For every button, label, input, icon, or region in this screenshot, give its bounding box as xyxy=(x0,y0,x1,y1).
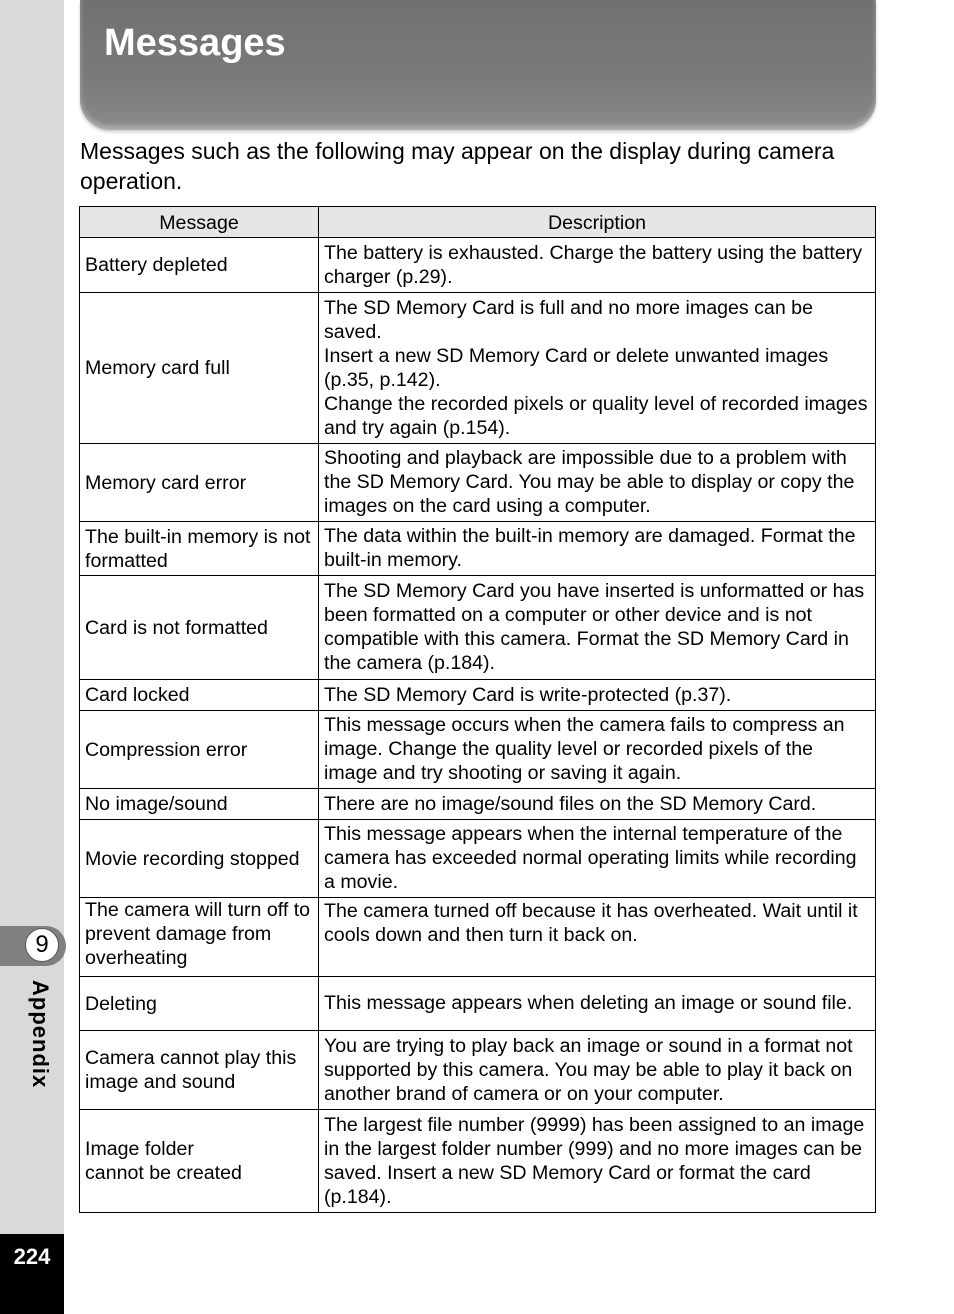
message-text: Movie recording stopped xyxy=(85,847,300,870)
description-text: Shooting and playback are impossible due to a problem with the SD Memory Card. You may be able to display or copy the images on the card using a computer. xyxy=(324,447,855,517)
message-cell xyxy=(80,789,319,820)
description-cell xyxy=(319,898,876,977)
table-row xyxy=(80,789,876,820)
table-row xyxy=(80,522,876,576)
table-row xyxy=(80,680,876,711)
table-row xyxy=(80,820,876,898)
message-text: Camera cannot play this image and sound xyxy=(85,1047,297,1093)
message-cell xyxy=(80,522,319,576)
description-text: This message appears when the internal temperature of the camera has exceeded normal operating limits while recording a movie. xyxy=(324,823,857,893)
message-text: The built-in memory is not formatted xyxy=(85,525,311,572)
description-text: The data within the built-in memory are damaged. Format the built-in memory. xyxy=(324,525,856,571)
message-cell xyxy=(80,680,319,711)
chapter-tab xyxy=(0,926,66,966)
description-cell xyxy=(319,522,876,576)
description-text: You are trying to play back an image or sound in a format not supported by this camera. You may be able to play it back on another brand of camera or on your computer. xyxy=(324,1034,853,1105)
description-cell xyxy=(319,1031,876,1110)
description-text: The largest file number (9999) has been assigned to an image in the largest folder number (999) and no more images can be saved. Insert a new SD Memory Card or format the card (p.184). xyxy=(324,1113,865,1208)
description-text: This message appears when deleting an image or sound file. xyxy=(324,992,853,1014)
description-text: Change the recorded pixels or quality level of recorded images and try again (p.154). xyxy=(324,392,868,439)
side-strip xyxy=(0,0,64,1314)
message-text: Memory card full xyxy=(85,357,230,379)
chapter-number: 9 xyxy=(25,928,59,962)
message-text: Deleting xyxy=(85,992,157,1015)
column-header-description: Description xyxy=(319,207,876,238)
table-row xyxy=(80,898,876,977)
message-cell xyxy=(80,238,319,293)
table-body xyxy=(80,238,876,1213)
messages-table xyxy=(79,206,876,1213)
table-row xyxy=(80,1110,876,1213)
message-cell xyxy=(80,711,319,789)
column-header-message: Message xyxy=(80,207,319,238)
message-text: Card is not formatted xyxy=(85,616,268,639)
table-row xyxy=(80,444,876,522)
description-text: This message occurs when the camera fails to compress an image. Change the quality level or recorded pixels of the image and try shooting or saving it again. xyxy=(324,714,845,784)
description-text: The camera turned off because it has overheated. Wait until it cools down and then turn it back on. xyxy=(324,900,858,946)
message-text: Compression error xyxy=(85,738,248,761)
message-cell xyxy=(80,1031,319,1110)
description-cell xyxy=(319,444,876,522)
table-row xyxy=(80,977,876,1031)
table-row xyxy=(80,576,876,680)
table-row xyxy=(80,293,876,444)
description-cell xyxy=(319,711,876,789)
description-cell xyxy=(319,820,876,898)
description-text: The SD Memory Card is full and no more images can be saved. xyxy=(324,296,813,343)
message-text: Card locked xyxy=(85,684,190,706)
message-cell xyxy=(80,444,319,522)
description-text: Insert a new SD Memory Card or delete unwanted images (p.35, p.142). xyxy=(324,344,829,391)
message-cell xyxy=(80,576,319,680)
description-text: The battery is exhausted. Charge the battery using the battery charger (p.29). xyxy=(324,241,863,288)
page-title: Messages xyxy=(104,22,286,64)
message-text: The camera will turn off to prevent damage from overheating xyxy=(85,899,311,969)
message-cell xyxy=(80,293,319,444)
chapter-label: Appendix xyxy=(28,980,53,1089)
table-header-row xyxy=(80,207,876,238)
page-number-block xyxy=(0,1234,64,1314)
message-cell xyxy=(80,1110,319,1213)
table-row xyxy=(80,238,876,293)
intro-text: Messages such as the following may appear on the display during camera operation. xyxy=(80,138,835,194)
description-cell xyxy=(319,1110,876,1213)
description-cell xyxy=(319,680,876,711)
description-text: The SD Memory Card you have inserted is unformatted or has been formatted on a computer or other device and is not compatible with this camera. Format the SD Memory Card in the camera (p.184). xyxy=(324,580,865,674)
title-banner xyxy=(80,0,876,130)
message-text: No image/sound xyxy=(85,793,228,815)
description-cell xyxy=(319,238,876,293)
message-cell xyxy=(80,977,319,1031)
message-cell xyxy=(80,820,319,898)
description-text: There are no image/sound files on the SD Memory Card. xyxy=(324,792,817,815)
description-cell xyxy=(319,789,876,820)
message-text: Image folder xyxy=(85,1138,194,1160)
message-text: Memory card error xyxy=(85,471,247,494)
description-cell xyxy=(319,977,876,1031)
table-row xyxy=(80,1031,876,1110)
description-cell xyxy=(319,576,876,680)
page-number: 224 xyxy=(13,1244,51,1269)
message-cell xyxy=(80,898,319,977)
table-row xyxy=(80,711,876,789)
message-text: Battery depleted xyxy=(85,254,228,276)
description-cell xyxy=(319,293,876,444)
description-text: The SD Memory Card is write-protected (p.37). xyxy=(324,683,732,706)
message-text: cannot be created xyxy=(85,1162,242,1184)
